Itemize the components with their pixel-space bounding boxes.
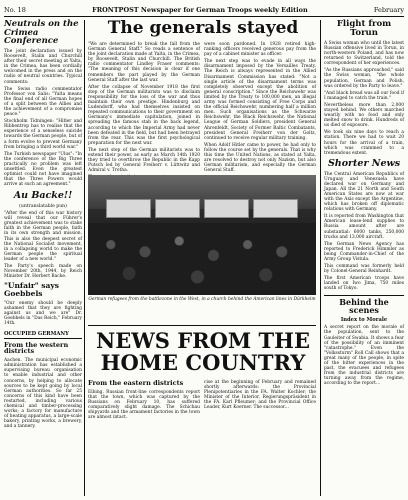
main-headline: The generals stayed	[107, 18, 299, 38]
generals-paragraph: When Adolf Hitler came to power, he had only to follow the course set by the generals. That is why this time the United Nations, as stated at Yalta, are resolved to destroy not only Nazism, but also German militarism, and especially the German General Staff.	[204, 142, 316, 174]
eastern-districts-headline: From the eastern districts	[88, 379, 184, 387]
left-column	[4, 20, 82, 496]
ausbacke-paragraph: "After the end of this war history will reveal that our Führer's greatest achievement was to stake faith in the German people, faith in its own strength and mission. This is also the deepest secret of the National Socialist movement, in a collapsing world to make the German people the spiritual leader of a new world."	[4, 211, 82, 262]
generals-paragraph: After the collapse of November 1918 the first step of the German militarists was to disclaim responsibility for the loss of the war and thus maintain their own prestige. Hindenburg and Ludendorff, who had themselves insisted on repeated communications to their government on Germany's immediate capitulation, joined in spreading the famous stab in the back legend, according to which the Imperial Army had never been defeated in the field, but had been betrayed from the rear. This was the first psychological preparation for the next war.	[88, 84, 200, 146]
neutrals-paragraph: The Turkish newspaper "Ulus": "In the conference of the Big Three practically no problem was left unsettled. Even the greatest optimist could not have imagined that the Three Powers would arrive at such an agreement."	[4, 151, 82, 188]
generals-column-1	[88, 42, 200, 172]
photo-caption: German refugees from the battlezone in the West, in a church behind the American lines in Dürkheim	[88, 297, 316, 302]
eastern-continued-paragraph: cise at the beginning of February and remained shortly afterwards: the Provincial Plenipotentiaries in the FA. Walter Kochler; the Minister of the Interior, Regierungspräsident in the FA. Karl Pfleumer; and the Provincial Office Leader, Kurt Koerner. The successor...	[204, 380, 316, 411]
photo-crowd	[88, 223, 316, 295]
shorter-news-item: It is reported from Washington that American lease-lend supplies to Russia amount after are substantial: 6000 tanks, 250,000 trucks and 13,000 aircraft.	[324, 214, 404, 240]
eastern-continued-column	[204, 380, 316, 496]
neutrals-headline: Neutrals on the Crimea Conference	[4, 19, 79, 47]
neutrals-paragraph: Stockholm Tidningen: "Hitler and Ribbentrop has to realise that the experience of a senseless suicide towards the German people, but of a form evolve to prevent Germany from bringing a third world war."	[4, 119, 82, 150]
shorter-news-headline: Shorter News	[327, 157, 401, 169]
generals-column-2	[204, 42, 316, 172]
western-districts-headline: From the western districts	[4, 340, 69, 356]
right-column	[324, 20, 404, 496]
shorter-news-item: This command was formerly held by Colonel-General Reinhardt.	[324, 264, 404, 275]
issue-month: February	[373, 6, 404, 14]
right-column-rule	[320, 20, 321, 496]
neutrals-paragraph: The Swiss radio commentator Professor von Salis: "Yalta means the final end of all German hopes of a split between the Allies and the achievement of a compromise peace."	[4, 86, 82, 118]
issue-number: No. 18	[4, 6, 26, 14]
torun-paragraph: Nevertheless more than 2,000 stayed behind. We others marched wearily with no food and only melted snow to drink. Hundreds of us died of exposure.	[324, 102, 404, 129]
shorter-news-item: The Central American Republics of Uruguay and Venezuela have declared war on Germany and Japan. All the 21 North and South American States are now at war with the Axis except the Argentine, which has broken off diplomatic relations with Germany.	[324, 171, 404, 213]
eastern-districts-column	[88, 380, 200, 496]
home-country-headline: NEWS FROM THE HOME COUNTRY	[96, 328, 310, 375]
behind-scenes-subhead: Index to Morale	[340, 317, 388, 324]
center-section-rule	[88, 325, 316, 326]
torun-paragraph: A Swiss woman who until the latest Russian offensive lived in Torun, in north-western Poland, and has now returned to Switzerland, told the correspondent of her experiences.	[324, 40, 404, 67]
eastern-districts-paragraph: Elbing. Russian front-line correspondents report that the town, which was captured by the Russians on February 10, has suffered comparatively slight damage. The Schichau shipyards and the armament factories in the town are almost intact.	[88, 389, 200, 421]
ausbacke-article	[4, 211, 82, 279]
goebbels-headline: "Unfair" says Goebbels	[4, 281, 59, 299]
left-column-rule	[84, 20, 85, 496]
torun-paragraph: "And black bread was all our food if I managed to catch the train."	[324, 90, 404, 101]
generals-paragraph: The next step of the German militarists was to extend their power, as early as March 14th 1920 they tried to overthrow the Republic in the Kapp Putsch led by General Freiherr v. Lüttwitz and Admiral v. Trotha.	[88, 147, 200, 174]
ausbacke-paragraph: The Party's speech made on November 20th, 1944, by Reich Minister Dr. Herbert Backe.	[4, 264, 82, 280]
goebbels-paragraph: "Our enemy should be deeply ashamed that they are fighting against us and we are" Dr. Goebbels in "Das Reich," February 14th.	[4, 301, 82, 327]
shorter-news-item: The German News Agency has reported to Frederick Himmler as being Commander-in-Chief of the Army Group Vistula.	[324, 241, 404, 262]
neutrals-article	[4, 49, 82, 187]
torun-article	[324, 41, 404, 156]
photo-signs	[106, 199, 298, 218]
paper-name: FRONTPOST Newspaper for German Troops weekly Edition	[92, 6, 308, 14]
generals-paragraph: "We are determined to break the fall from the German General Staff." So reads a sentence of the joint declaration made at Yalta, in the Crimea, by Roosevelt, Stalin and Churchill. The British radio commentator Lindley Fraser comments: "The meaning of this decision is clear if one remembers the part played by the German General Staff after the last war.	[88, 42, 200, 83]
western-districts-article	[4, 358, 82, 429]
western-districts-paragraph: Aachen. The municipal economic administration has established a supervising bureau organisation to enable industrial and other concerns, by helping to allocate sources to be kept going by local German authorities. So far 25 concerns of this kind have been restarted, including various chemical and timber-processing works; a factory for manufacture of heating apparatus, a large-scale bakery, printing works, a brewery, and a tannery.	[4, 358, 82, 430]
behind-scenes-section	[324, 295, 404, 387]
generals-paragraph: were soon pardoned. In 1928 retired high-ranking officers received generous pay from the pay of a cabinet minister as officer.	[204, 42, 316, 58]
goebbels-article	[4, 301, 82, 326]
neutrals-paragraph: The joint declaration issued by Roosevelt, Stalin and Churchill after their secret meeting at Yalta, in the Crimea, has been cordially welcomed in the press and on the radio of neutral countries. Typical comments:	[4, 48, 82, 85]
occupied-section-label: OCCUPIED GERMANY	[4, 331, 82, 339]
shorter-news-article	[324, 172, 404, 292]
behind-scenes-headline: Behind the scenes	[339, 296, 389, 315]
shorter-news-item: The first American troops have landed on Iwo Jima, 750 miles south of Tokyo.	[324, 276, 404, 292]
ausbacke-headline: Au Backe!!	[13, 190, 73, 202]
masthead	[4, 4, 404, 17]
refugees-photo	[88, 175, 316, 295]
generals-paragraph: The next step was to evade in all ways the disarmament imposed by the Versailles Treaty. The Reich is always represented in the Allied Disarmament Commission has stated: "Not a single article of the disarmament terms was completely observed except the abolition of general conscription." Since the Reichswehr was limited by the Treaty to 100,000 men, an illegal army was formed consisting of Free Corps and the official Reichswehr, numbering half a million men. Such organisations as the Schwarze Reichswehr, the Black Reichswehr, the National League of German Soldiers, president General Ahrenfeldt, Society of Former Baltic Combatants, president General Freiherr von der Goltz, continued to receive regular military training.	[204, 59, 316, 141]
torun-headline: Flight from Torun	[336, 19, 392, 38]
torun-paragraph: "As the Russians approached," said the Swiss woman, "the whole population, German and Polish, was ordered by the Party to leave."	[324, 68, 404, 89]
ausbacke-subhead: (untranslatable pun)	[19, 204, 67, 210]
torun-paragraph: We took six nine days to reach a station. There we had to wait 20 hours for the arrival of a train, which was crammed to a tremendous extent.	[324, 130, 404, 156]
behind-scenes-paragraph: A secret report on the morale of the population, sent to the Gauleiter of Swabia. It shows a fear of the possibility of an imminent "catastrophe." Even the "Volkssturm" Roll Call shows that a great many of the people, in spite of the bitter experiences in the past, the evacuees and refugees from the industrial districts are turning away from the regime, according to the report...	[324, 325, 404, 387]
